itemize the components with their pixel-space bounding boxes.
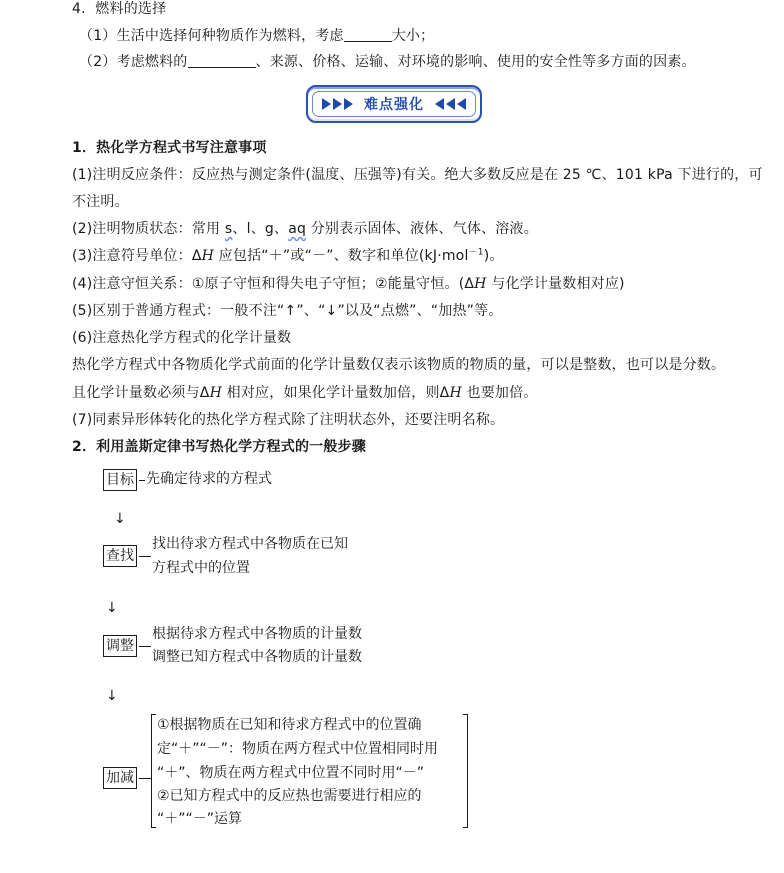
section-4-item-2: [79, 53, 696, 71]
note-7: (7)同素异形体转化的热化学方程式除了注明状态外，还要注明名称。: [72, 412, 505, 428]
enthalpy-symbol: H: [449, 385, 462, 401]
section-banner: [306, 85, 482, 123]
down-arrow-icon: ↓: [106, 600, 118, 616]
note-6-middle: 相对应，如果化学计量数加倍，则Δ: [222, 385, 450, 401]
down-arrow-icon: ↓: [106, 688, 118, 704]
state-liquid: l: [246, 221, 251, 237]
step-2-text-line-1: 找出待求方程式中各物质在已知: [152, 536, 348, 552]
state-aqueous: aq: [288, 221, 307, 237]
item-2-prefix: （2）考虑燃料的: [79, 54, 188, 70]
connector-dash: [139, 556, 151, 557]
note-6-detail-1: 热化学方程式中各物质化学式前面的化学计量数仅表示该物质的物质的量，可以是整数，也可以是分数。: [72, 357, 726, 373]
step-4-text-line-2: 定“＋”“－”：物质在两方程式中位置相同时用: [157, 741, 439, 757]
step-2-text-line-2: 方程式中的位置: [152, 560, 250, 576]
part-2-heading: 2．利用盖斯定律书写热化学方程式的一般步骤: [72, 439, 366, 455]
enthalpy-symbol: H: [474, 276, 487, 292]
step-4-text-line-1: ①根据物质在已知和待求方程式中的位置确: [157, 717, 422, 733]
step-box-adjust: 调整: [103, 635, 137, 657]
banner-frame: [312, 91, 476, 117]
step-box-combine: 加减: [103, 767, 137, 789]
step-3-text-line-1: 根据待求方程式中各物质的计量数: [152, 626, 362, 642]
left-arrows-icon: [434, 98, 467, 110]
note-6-prefix: 且化学计量数必须与Δ: [72, 385, 210, 401]
state-solid: s: [224, 221, 233, 237]
step-box-target: 目标: [103, 469, 137, 491]
note-3-prefix: (3)注意符号单位：Δ: [72, 248, 202, 264]
separator: 、: [273, 221, 289, 237]
step-box-find: 查找: [103, 545, 137, 567]
fill-blank: [188, 53, 256, 68]
note-3: [72, 247, 504, 265]
down-arrow-icon: ↓: [114, 511, 126, 527]
connector-dash: [139, 646, 151, 647]
note-4-prefix: (4)注意守恒关系：①原子守恒和得失电子守恒；②能量守恒。(Δ: [72, 276, 475, 292]
state-gas: g: [264, 221, 274, 237]
step-4-text-line-5: “＋”“－”运算: [157, 811, 243, 827]
fill-blank: [344, 27, 392, 42]
note-1-line-1: (1)注明反应条件：反应热与测定条件(温度、压强等)有关。绝大多数反应是在 25 ℃、101 kPa 下进行的，可: [72, 167, 763, 183]
separator: 、: [250, 221, 265, 237]
right-arrows-icon: [321, 98, 354, 110]
step-3-text-line-2: 调整已知方程式中各物质的计量数: [152, 649, 362, 665]
left-bracket: [151, 714, 156, 828]
note-5: (5)区别于普通方程式：一般不注“↑”、“↓”以及“点燃”、“加热”等。: [72, 303, 503, 319]
item-1-prefix: （1）生活中选择何种物质作为燃料，考虑: [79, 28, 344, 44]
enthalpy-symbol: H: [209, 385, 222, 401]
note-6: (6)注意热化学方程式的化学计量数: [72, 330, 292, 346]
note-4-suffix: 与化学计量数相对应): [486, 276, 625, 292]
note-1-line-2: 不注明。: [72, 194, 129, 210]
part-1-heading: 1．热化学方程式书写注意事项: [72, 140, 267, 156]
right-bracket: [463, 714, 468, 828]
note-3-middle: 应包括“＋”或“－”、数字和单位(kJ·mol: [214, 248, 469, 264]
item-2-suffix: 、来源、价格、运输、对环境的影响、使用的安全性等多方面的因素。: [255, 54, 696, 70]
note-3-suffix: )。: [483, 248, 504, 264]
step-1-text: 先确定待求的方程式: [146, 471, 272, 487]
section-4-title: 4．燃料的选择: [72, 1, 167, 17]
connector-dash: [139, 480, 145, 481]
note-2: [72, 220, 538, 238]
step-4-text-line-3: “＋”、物质在两方程式中位置不同时用“－”: [157, 765, 425, 781]
separator: 、: [232, 221, 247, 237]
step-4-text-line-4: ②已知方程式中的反应热也需要进行相应的: [157, 788, 422, 804]
enthalpy-symbol: H: [201, 248, 215, 264]
note-2-prefix: (2)注明物质状态：常用: [72, 221, 225, 237]
item-1-suffix: 大小；: [391, 28, 435, 44]
section-4-item-1: [79, 27, 434, 45]
note-6-suffix: 也要加倍。: [461, 385, 538, 401]
banner-label: 难点强化: [364, 97, 424, 113]
note-2-suffix: 分别表示固体、液体、气体、溶液。: [306, 221, 538, 237]
note-4: [72, 275, 625, 293]
unit-exponent: －1: [468, 247, 484, 258]
connector-dash: [139, 778, 151, 779]
note-6-detail-2: [72, 384, 538, 402]
